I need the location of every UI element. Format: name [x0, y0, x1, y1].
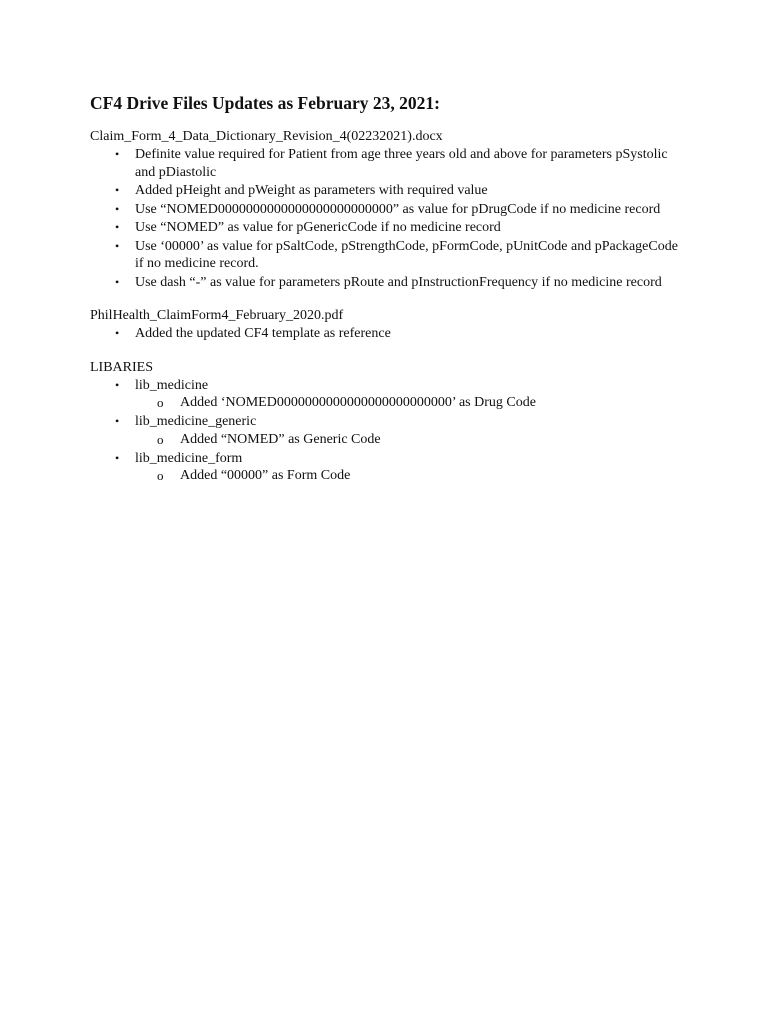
bullet-icon: • — [115, 450, 120, 465]
list-item — [90, 219, 680, 237]
library-item — [90, 413, 680, 449]
sub-bullet-icon: o — [157, 468, 164, 483]
list-item — [90, 182, 680, 200]
bullet-list — [90, 377, 680, 486]
sub-list-item — [135, 394, 680, 412]
list-item-text: Added the updated CF4 template as reference — [135, 326, 391, 341]
sub-list-item-text: Added “NOMED” as Generic Code — [180, 431, 381, 447]
library-name: lib_medicine_form — [135, 450, 243, 466]
section-claim-form-pdf — [90, 307, 680, 343]
sub-bullet-icon: o — [157, 431, 164, 447]
sub-list-item — [135, 431, 680, 449]
list-item — [90, 238, 680, 273]
section-data-dictionary — [90, 128, 680, 291]
bullet-icon: • — [115, 414, 120, 428]
bullet-icon: • — [115, 220, 120, 234]
document-title: CF4 Drive Files Updates as February 23, 2021: — [90, 93, 440, 113]
bullet-icon: • — [115, 274, 120, 289]
sub-bullet-icon: o — [157, 395, 164, 410]
library-name: lib_medicine — [135, 377, 209, 393]
bullet-list — [90, 146, 680, 291]
section-heading: Claim_Form_4_Data_Dictionary_Revision_4(02232021).docx — [90, 129, 443, 144]
library-name: lib_medicine_generic — [135, 414, 257, 429]
bullet-icon: • — [115, 147, 120, 161]
list-item-text: Added pHeight and pWeight as parameters with required value — [135, 183, 488, 198]
list-item — [90, 274, 680, 292]
sub-list-item-text: Added “00000” as Form Code — [180, 468, 351, 483]
list-item-text: Use “NOMED” as value for pGenericCode if no medicine record — [135, 220, 501, 235]
sub-list — [135, 431, 680, 449]
list-item-text: Use ‘00000’ as value for pSaltCode, pStrengthCode, pFormCode, pUnitCode and pPackageCode if no medicine record. — [135, 238, 678, 271]
document-page — [90, 92, 680, 501]
bullet-list — [90, 325, 680, 343]
list-item — [90, 325, 680, 343]
library-item — [90, 377, 680, 413]
sub-list-item — [135, 467, 680, 485]
list-item — [90, 146, 680, 181]
list-item-text: Use dash “-” as value for parameters pRoute and pInstructionFrequency if no medicine record — [135, 274, 662, 290]
section-heading: LIBARIES — [90, 359, 153, 375]
bullet-icon: • — [115, 326, 120, 340]
sub-list — [135, 394, 680, 412]
list-item-text: Use “NOMED0000000000000000000000000” as value for pDrugCode if no medicine record — [135, 201, 661, 217]
bullet-icon: • — [115, 201, 120, 216]
bullet-icon: • — [115, 377, 120, 392]
sub-list — [135, 467, 680, 485]
bullet-icon: • — [115, 238, 120, 253]
list-item — [90, 201, 680, 219]
sub-list-item-text: Added ‘NOMED0000000000000000000000000’ as Drug Code — [180, 395, 536, 410]
list-item-text: Definite value required for Patient from age three years old and above for parameters pSystolic and pDiastolic — [135, 147, 668, 180]
section-libraries — [90, 359, 680, 486]
library-item — [90, 450, 680, 486]
bullet-icon: • — [115, 183, 120, 197]
section-heading: PhilHealth_ClaimForm4_February_2020.pdf — [90, 308, 344, 323]
